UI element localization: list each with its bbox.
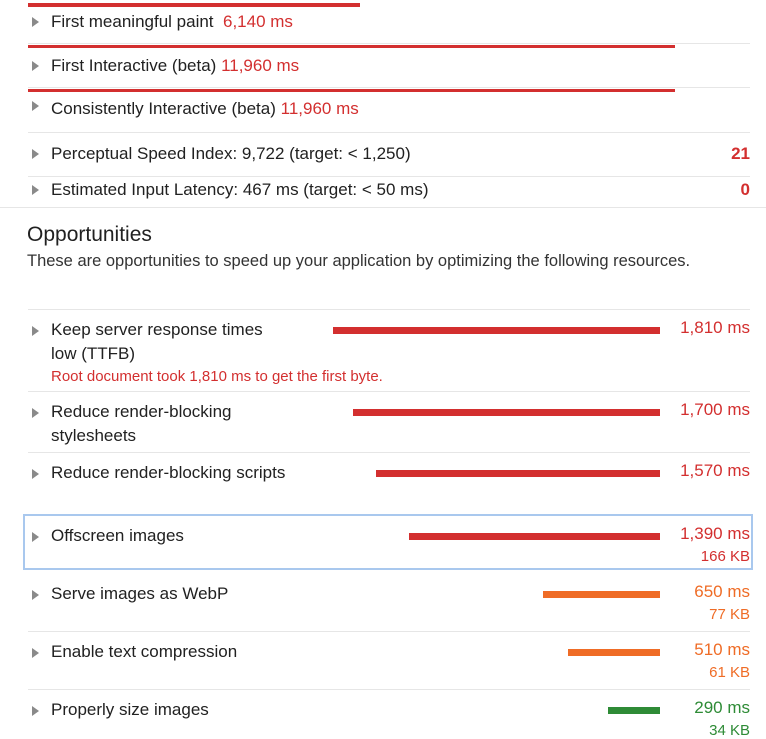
expand-triangle-icon[interactable]	[32, 469, 39, 479]
opportunity-name: Serve images as WebP	[51, 584, 229, 603]
section-title: Opportunities	[27, 223, 152, 246]
savings-time: 1,810 ms	[680, 318, 750, 337]
opportunity-name: Enable text compression	[51, 642, 238, 661]
opportunity-name: Keep server response times low (TTFB)	[51, 320, 263, 363]
metric-label: First meaningful paint	[51, 12, 214, 31]
savings-time: 290 ms	[694, 698, 750, 717]
savings-time: 650 ms	[694, 582, 750, 601]
opportunity-name: Properly size images	[51, 700, 209, 719]
savings-bar	[353, 409, 660, 416]
expand-triangle-icon[interactable]	[32, 590, 39, 600]
opportunity-ttfb[interactable]	[28, 309, 750, 391]
opportunity-render-blocking-scripts[interactable]	[28, 452, 750, 515]
savings-size: 166 KB	[700, 548, 750, 565]
section-divider	[0, 207, 766, 208]
expand-triangle-icon[interactable]	[32, 648, 39, 658]
expand-triangle-icon[interactable]	[32, 185, 39, 195]
opportunity-name: Reduce render-blocking stylesheets	[51, 402, 232, 445]
opportunity-name: Reduce render-blocking scripts	[51, 463, 286, 482]
expand-triangle-icon[interactable]	[32, 17, 39, 27]
metric-first-meaningful-paint[interactable]	[28, 0, 750, 44]
metric-label: Consistently Interactive (beta)	[51, 99, 276, 118]
savings-bar	[543, 591, 660, 598]
savings-bar	[568, 649, 660, 656]
metric-label: Perceptual Speed Index: 9,722 (target: < 1,250)	[51, 144, 411, 163]
savings-time: 1,700 ms	[680, 400, 750, 419]
expand-triangle-icon[interactable]	[32, 61, 39, 71]
savings-size: 34 KB	[709, 722, 750, 739]
metric-label: Estimated Input Latency: 467 ms (target: < 50 ms)	[51, 180, 429, 199]
savings-time: 1,570 ms	[680, 461, 750, 480]
expand-triangle-icon[interactable]	[32, 326, 39, 336]
metric-value: 6,140 ms	[222, 12, 293, 31]
expand-triangle-icon[interactable]	[32, 532, 39, 542]
opportunity-note: Root document took 1,810 ms to get the first byte.	[51, 368, 383, 385]
metric-first-interactive[interactable]	[28, 44, 750, 88]
savings-size: 77 KB	[709, 606, 750, 623]
opportunity-render-blocking-stylesheets[interactable]	[28, 391, 750, 452]
opportunity-properly-size-images[interactable]	[28, 689, 750, 739]
section-description: These are opportunities to speed up your application by optimizing the following resources.	[27, 252, 691, 270]
metric-score: 0	[740, 180, 750, 199]
opportunity-name: Offscreen images	[51, 526, 184, 545]
opportunity-serve-webp[interactable]	[28, 574, 750, 632]
metric-value: 11,960 ms	[221, 56, 300, 75]
expand-triangle-icon[interactable]	[32, 101, 39, 111]
metric-label: First Interactive (beta)	[51, 56, 217, 75]
metric-value: 11,960 ms	[280, 99, 359, 118]
savings-time: 510 ms	[694, 640, 750, 659]
opportunity-text-compression[interactable]	[28, 631, 750, 689]
metric-consistently-interactive[interactable]	[28, 89, 750, 133]
expand-triangle-icon[interactable]	[32, 149, 39, 159]
savings-size: 61 KB	[709, 664, 750, 681]
savings-bar	[333, 327, 660, 334]
expand-triangle-icon[interactable]	[32, 408, 39, 418]
savings-bar	[409, 533, 660, 540]
expand-triangle-icon[interactable]	[32, 706, 39, 716]
opportunity-offscreen-images[interactable]	[24, 515, 752, 569]
savings-bar	[608, 707, 660, 714]
savings-time: 1,390 ms	[680, 524, 750, 543]
savings-bar	[376, 470, 660, 477]
metric-score: 21	[731, 144, 750, 163]
